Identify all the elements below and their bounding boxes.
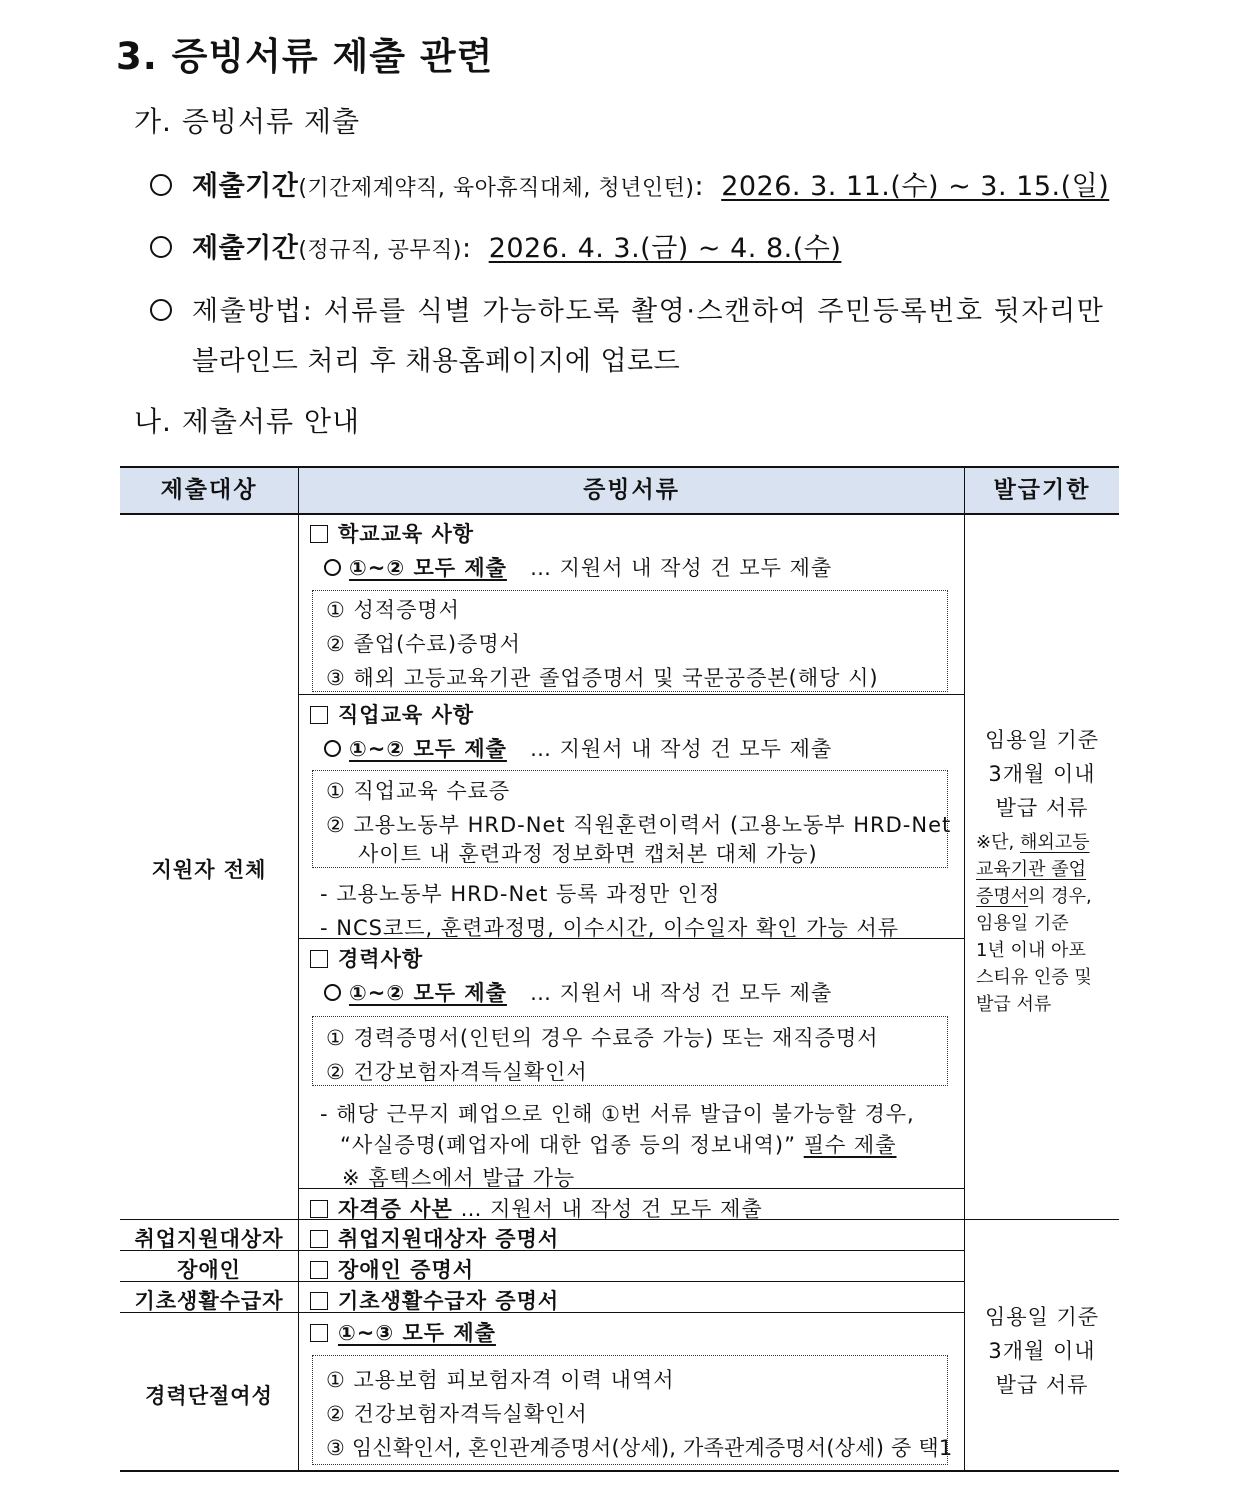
checkbox-icon (310, 1230, 328, 1248)
deadline-note: 스티유 인증 및 (976, 967, 1092, 988)
vocational-doc: ① 직업교육 수료증 (326, 779, 511, 803)
women-doc: ① 고용보험 피보험자격 이력 내역서 (326, 1368, 675, 1392)
column-divider (298, 466, 299, 1472)
header-docs: 증빙서류 (299, 466, 964, 514)
career-rule: ①~② 모두 제출 … 지원서 내 작성 건 모두 제출 (324, 977, 832, 1007)
career-doc: ① 경력증명서(인턴의 경우 수료증 가능) 또는 재직증명서 (326, 1026, 879, 1050)
career-note: “사실증명(폐업자에 대한 업종 등의 정보내역)” 필수 제출 (340, 1133, 897, 1157)
target-basic-living: 기초생활수급자 (134, 1289, 284, 1313)
table-border (120, 513, 1119, 515)
bullet-circle-icon (150, 236, 172, 258)
checkbox-icon (310, 1200, 328, 1218)
vocational-doc-cont: 사이트 내 훈련과정 정보화면 캡처본 대체 가능) (358, 842, 818, 866)
school-doc: ① 성적증명서 (326, 598, 460, 622)
deadline-line: 3개월 이내 (988, 762, 1096, 786)
header-deadline: 발급기한 (965, 466, 1119, 514)
section-a-heading: 가. 증빙서류 제출 (134, 105, 361, 138)
checkbox-icon (310, 706, 328, 724)
circle-bullet-icon (324, 740, 341, 757)
table-border (120, 1470, 1119, 1472)
period-row-1: 제출기간(기간제계약직, 육아휴직대체, 청년인턴): 2026. 3. 11.(수) ~ 3. 15.(일) (150, 164, 1109, 203)
deadline-note: 임용일 기준 (976, 913, 1069, 934)
bullet-circle-icon (150, 174, 172, 196)
career-note: ※ 홈텍스에서 발급 가능 (342, 1166, 576, 1190)
deadline-line: 발급 서류 (995, 796, 1089, 820)
target-career-break-women: 경력단절여성 (145, 1384, 273, 1408)
checkbox-icon (310, 525, 328, 543)
page-title: 3. 증빙서류 제출 관련 (116, 35, 494, 78)
table-border (120, 466, 1119, 468)
bullet-circle-icon (150, 299, 172, 321)
period-value-1: 2026. 3. 11.(수) ~ 3. 15.(일) (721, 171, 1110, 202)
school-title: 학교교육 사항 (310, 518, 474, 548)
school-rule: ①~② 모두 제출 … 지원서 내 작성 건 모두 제출 (324, 552, 832, 582)
career-title: 경력사항 (310, 943, 423, 973)
vocational-rule: ①~② 모두 제출 … 지원서 내 작성 건 모두 제출 (324, 733, 832, 763)
checkbox-icon (310, 1261, 328, 1279)
deadline-line: 임용일 기준 (984, 728, 1100, 752)
deadline-note: 교육기관 졸업 (976, 859, 1087, 880)
vocational-note: - NCS코드, 훈련과정명, 이수시간, 이수일자 확인 가능 서류 (320, 916, 900, 940)
target-veterans: 취업지원대상자 (134, 1227, 284, 1251)
deadline2-line: 3개월 이내 (988, 1339, 1096, 1363)
women-rule: ①~③ 모두 제출 (310, 1317, 496, 1347)
vocational-doc: ② 고용노동부 HRD-Net 직원훈련이력서 (고용노동부 HRD-Net (326, 813, 952, 837)
target-all: 지원자 전체 (151, 858, 267, 882)
school-doc: ③ 해외 고등교육기관 졸업증명서 및 국문공증본(해당 시) (326, 666, 879, 690)
target-disabled: 장애인 (177, 1258, 241, 1282)
method-row-cont: 블라인드 처리 후 채용홈페이지에 업로드 (192, 346, 681, 377)
deadline-note: 발급 서류 (976, 994, 1052, 1015)
career-note: - 해당 근무지 폐업으로 인해 ①번 서류 발급이 불가능할 경우, (320, 1102, 915, 1126)
deadline2-line: 발급 서류 (995, 1373, 1089, 1397)
checkbox-icon (310, 1292, 328, 1310)
disabled-doc: 장애인 증명서 (310, 1254, 474, 1284)
method-row: 제출방법: 서류를 식별 가능하도록 촬영·스캔하여 주민등록번호 뒷자리만 (150, 289, 1104, 328)
deadline2-line: 임용일 기준 (984, 1305, 1100, 1329)
basic-living-doc: 기초생활수급자 증명서 (310, 1285, 559, 1315)
header-target: 제출대상 (120, 466, 298, 514)
deadline-note: ※단, 해외고등 (976, 832, 1090, 853)
checkbox-icon (310, 1324, 328, 1342)
women-doc: ③ 임신확인서, 혼인관계증명서(상세), 가족관계증명서(상세) 중 택1 (326, 1436, 953, 1460)
section-b-heading: 나. 제출서류 안내 (134, 405, 361, 438)
deadline-note: 증명서의 경우, (976, 886, 1092, 907)
vocational-title: 직업교육 사항 (310, 699, 474, 729)
deadline-note: 1년 이내 아포 (976, 940, 1086, 961)
license-row: 자격증 사본 … 지원서 내 작성 건 모두 제출 (310, 1193, 763, 1223)
career-doc: ② 건강보험자격득실확인서 (326, 1060, 588, 1084)
period-value-2: 2026. 4. 3.(금) ~ 4. 8.(수) (488, 233, 842, 264)
circle-bullet-icon (324, 559, 341, 576)
checkbox-icon (310, 950, 328, 968)
documents-table (120, 466, 1119, 1472)
veterans-doc: 취업지원대상자 증명서 (310, 1223, 559, 1253)
circle-bullet-icon (324, 984, 341, 1001)
period-row-2: 제출기간(정규직, 공무직): 2026. 4. 3.(금) ~ 4. 8.(수) (150, 226, 841, 265)
row-divider (298, 694, 964, 695)
vocational-note: - 고용노동부 HRD-Net 등록 과정만 인정 (320, 882, 721, 906)
women-doc: ② 건강보험자격득실확인서 (326, 1402, 588, 1426)
school-doc: ② 졸업(수료)증명서 (326, 632, 521, 656)
